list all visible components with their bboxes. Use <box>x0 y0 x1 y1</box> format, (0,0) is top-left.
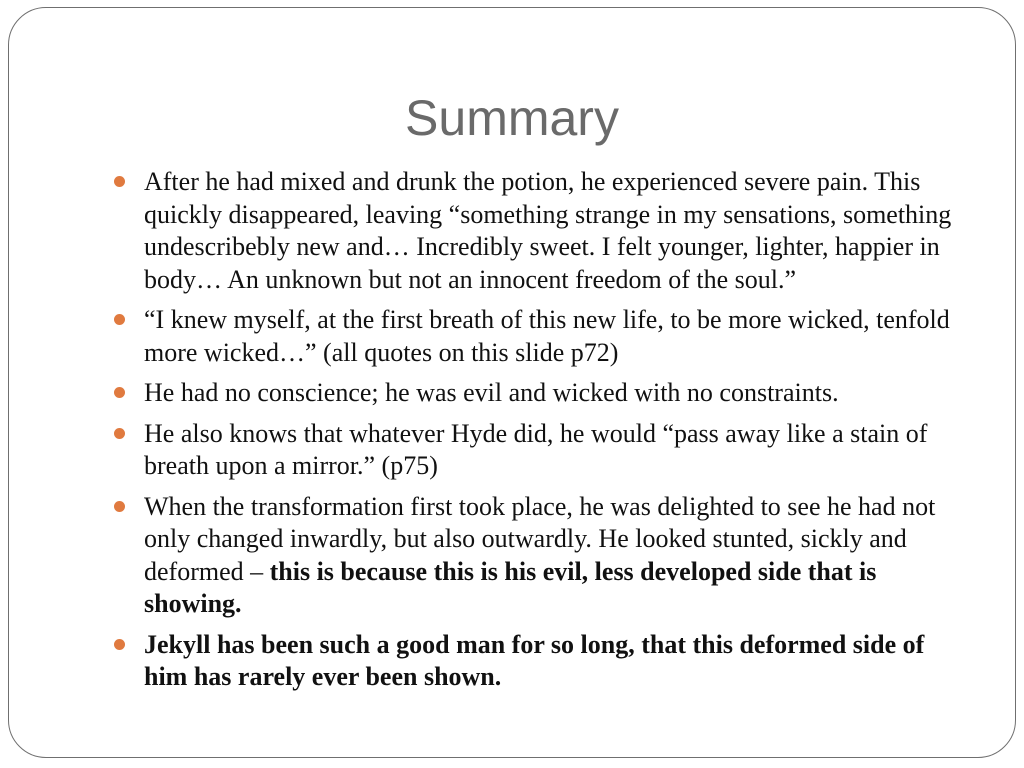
slide-title: Summary <box>405 90 619 146</box>
bullet-item <box>114 377 964 410</box>
bullet-dot-icon <box>114 314 125 325</box>
bullet-dot-icon <box>114 501 125 512</box>
bullet-item <box>114 629 964 694</box>
bullet-text: He had no conscience; he was evil and wicked with no constraints. <box>144 378 839 407</box>
bullet-dot-icon <box>114 176 125 187</box>
bullet-dot-icon <box>114 428 125 439</box>
bullet-bold-text: Jekyll has been such a good man for so long, that this deformed side of him has rarely ever been shown. <box>144 629 925 691</box>
bullet-dot-icon <box>114 387 125 398</box>
bullet-dot-icon <box>114 639 125 650</box>
bullet-text: He also knows that whatever Hyde did, he would “pass away like a stain of breath upon a mirror.” (p75) <box>144 418 928 480</box>
bullet-item <box>114 304 964 369</box>
bullet-bold-text: this is because this is his evil, less developed side that is showing. <box>144 556 877 618</box>
bullet-item <box>114 491 964 621</box>
bullet-text: “I knew myself, at the first breath of this new life, to be more wicked, tenfold more wicked…” (all quotes on this slide p72) <box>144 305 950 367</box>
bullet-list <box>114 166 964 702</box>
bullet-text: When the transformation first took place, he was delighted to see he had not only changed inwardly, but also outwardly. He looked stunted, sickly and deformed – <box>144 491 936 586</box>
bullet-item <box>114 166 964 296</box>
bullet-item <box>114 418 964 483</box>
bullet-text: After he had mixed and drunk the potion, he experienced severe pain. This quickly disappeared, leaving “something strange in my sensations, something undescribebly new and… Incredibly sweet. I felt younger, lighter, happier in body… An unknown but not an innocent freedom of the soul.” <box>144 167 952 294</box>
